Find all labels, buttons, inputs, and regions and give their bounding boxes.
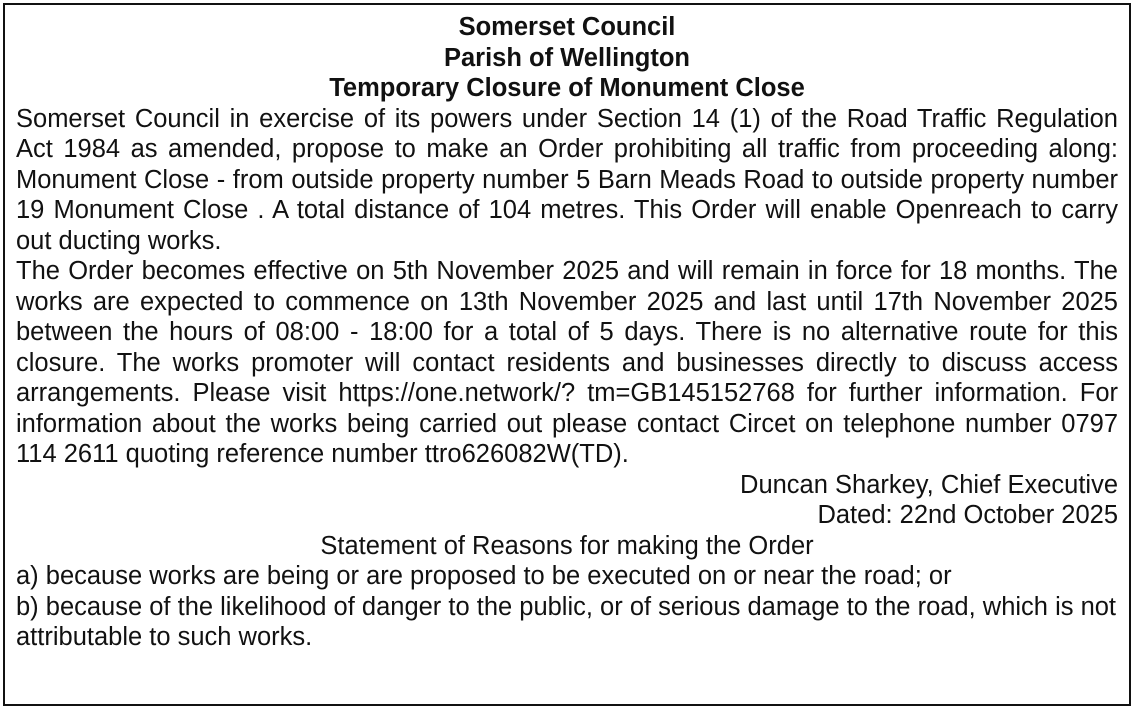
- reason-a: a) because works are being or are proposed to be executed on or near the road; or: [16, 562, 952, 590]
- date-line: Dated: 22nd October 2025: [817, 501, 1118, 529]
- signatory: Duncan Sharkey, Chief Executive: [740, 470, 1118, 499]
- parish-name: Parish of Wellington: [443, 43, 691, 72]
- public-notice: [3, 3, 1131, 706]
- order-details-paragraph: The Order becomes effective on 5th November 2025 and will remain in force for 18 months. The works are expected to commence on 13th November 2025 and last until 17th November 2025 between the hours of 08:00 - 18:00 for a total of 5 days. There is no alternative route for this closure. The works promoter will contact residents and businesses directly to discuss access arrangements. Please visit https://one.network/? tm=GB145152768 for further information. For information about the works being carried out please contact Circet on telephone number 0797 114 2611 quoting reference number ttro626082W(TD).: [16, 257, 1118, 468]
- reasons-heading: Statement of Reasons for making the Order: [320, 531, 814, 560]
- notice-content: [16, 12, 1118, 653]
- reason-b: b) because of the likelihood of danger to the public, or of serious damage to the road, which is not attributable to such works.: [16, 592, 1117, 651]
- council-name: Somerset Council: [458, 13, 676, 41]
- order-proposal-paragraph: Somerset Council in exercise of its powers under Section 14 (1) of the Road Traffic Regulation Act 1984 as amended, propose to make an Order prohibiting all traffic from proceeding along: Monument Close - from outside property number 5 Barn Meads Road to outside property number 19 Monument Close . A total distance of 104 metres. This Order will enable Openreach to carry out ducting works.: [16, 104, 1118, 255]
- notice-title: Temporary Closure of Monument Close: [329, 74, 805, 102]
